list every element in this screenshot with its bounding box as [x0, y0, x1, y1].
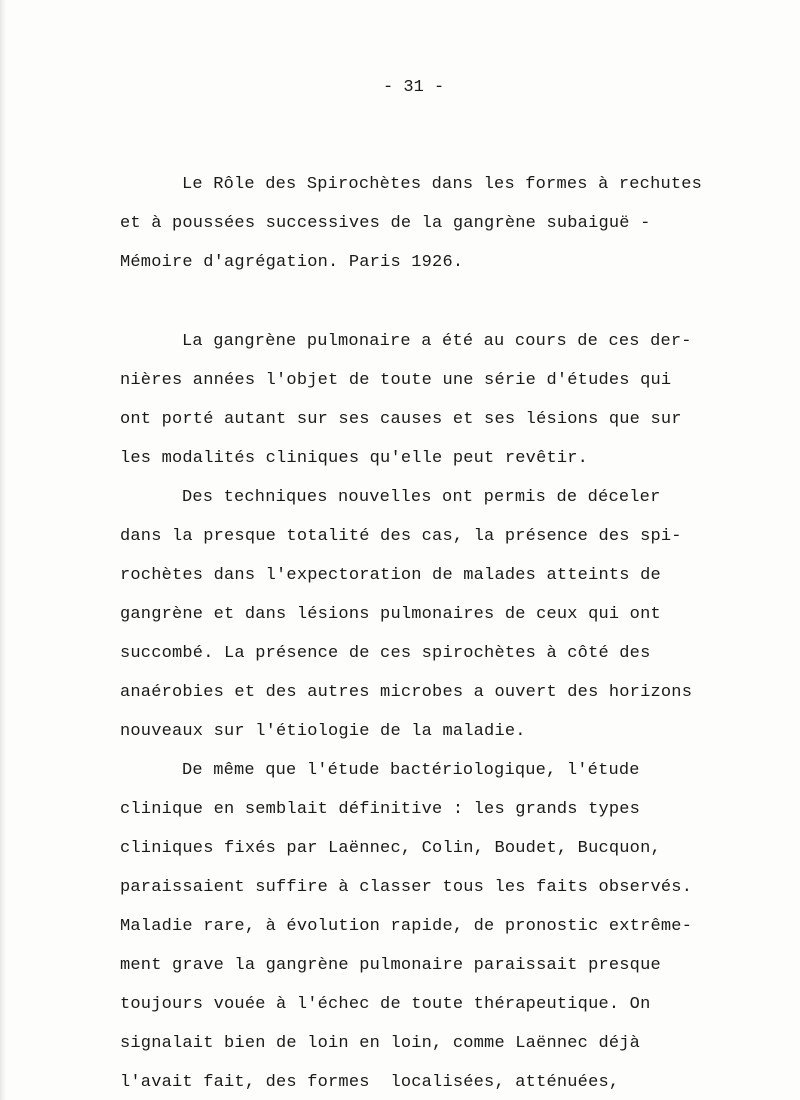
body-line-8: gangrène et dans lésions pulmonaires de ceux qui ont	[120, 605, 661, 624]
body-line-9: succombé. La présence de ces spirochètes à côté des	[120, 644, 651, 663]
body-line-16: Maladie rare, à évolution rapide, de pronostic extrême-	[120, 917, 693, 936]
body-line-13: clinique en semblait définitive : les grands types	[120, 800, 641, 819]
body-line-1: La gangrène pulmonaire a été au cours de ces der-	[182, 332, 692, 351]
body-line-5: Des techniques nouvelles ont permis de déceler	[182, 488, 661, 507]
body-line-19: signalait bien de loin en loin, comme Laënnec déjà	[120, 1034, 641, 1053]
body-line-4: les modalités cliniques qu'elle peut revêtir.	[120, 449, 589, 468]
heading-line-2: et à poussées successives de la gangrène subaiguë -	[120, 214, 651, 233]
body-line-12: De même que l'étude bactériologique, l'étude	[182, 761, 640, 780]
body-line-3: ont porté autant sur ses causes et ses lésions que sur	[120, 410, 682, 429]
body-line-2: nières années l'objet de toute une série d'études qui	[120, 371, 672, 390]
body-line-7: rochètes dans l'expectoration de malades atteints de	[120, 566, 661, 585]
body-line-15: paraissaient suffire à classer tous les faits observés.	[120, 878, 693, 897]
body-line-10: anaérobies et des autres microbes a ouvert des horizons	[120, 683, 693, 702]
body-line-14: cliniques fixés par Laënnec, Colin, Boudet, Bucquon,	[120, 839, 661, 858]
body-line-11: nouveaux sur l'étiologie de la maladie.	[120, 722, 526, 741]
heading-line-3: Mémoire d'agrégation. Paris 1926.	[120, 253, 464, 272]
body-line-17: ment grave la gangrène pulmonaire paraissait presque	[120, 956, 661, 975]
body-line-18: toujours vouée à l'échec de toute thérapeutique. On	[120, 995, 651, 1014]
heading-line-1: Le Rôle des Spirochètes dans les formes à rechutes	[182, 175, 703, 194]
scan-edge-shadow	[0, 0, 6, 1100]
body-line-6: dans la presque totalité des cas, la présence des spi-	[120, 527, 682, 546]
body-line-20: l'avait fait, des formes localisées, atténuées,	[120, 1073, 620, 1092]
page-number: - 31 -	[383, 78, 445, 97]
